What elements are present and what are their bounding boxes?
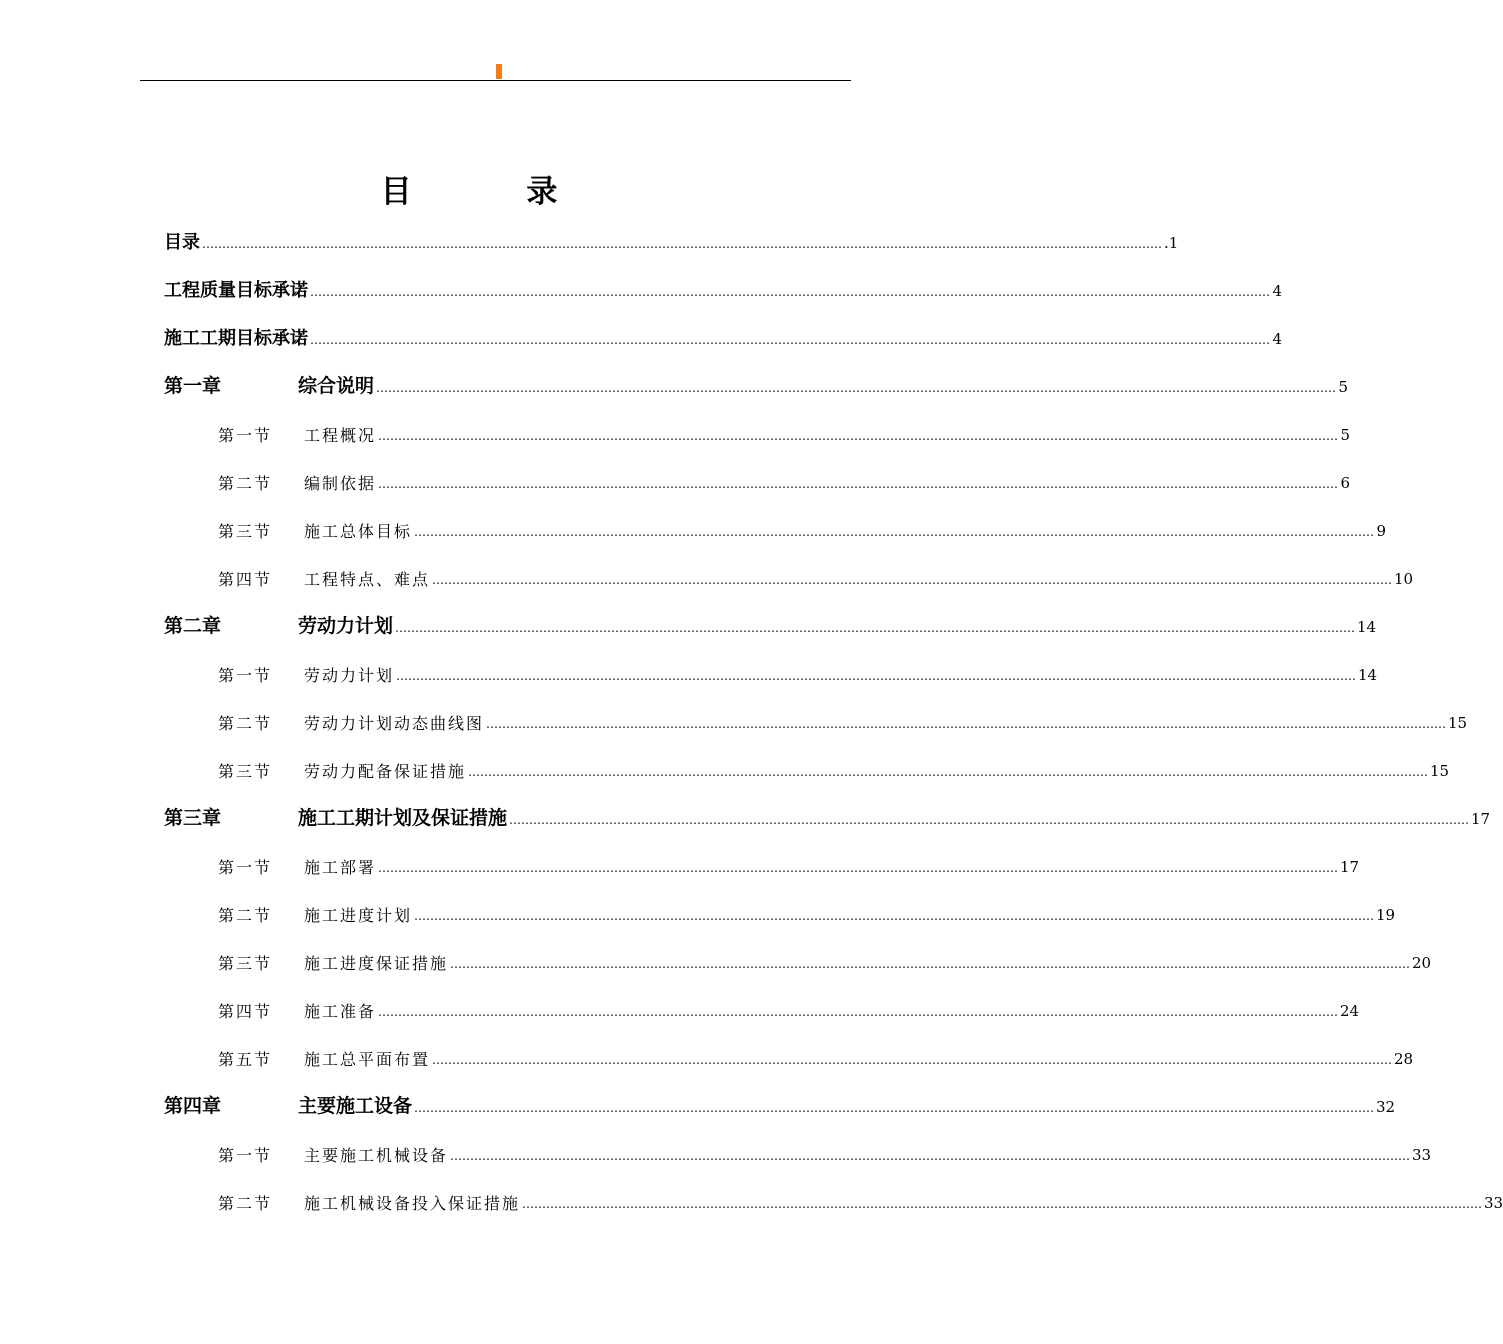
toc-page-number: 4 xyxy=(1272,282,1282,300)
toc-section-entry[interactable] xyxy=(218,992,1360,1022)
chapter-number: 第二章 xyxy=(164,615,222,637)
toc-entry-label xyxy=(218,663,394,686)
toc-page-number: 32 xyxy=(1376,1098,1396,1116)
toc-entry-title: 劳动力计划动态曲线图 xyxy=(304,714,485,733)
chapter-number: 第四章 xyxy=(164,1095,222,1117)
toc-section-entry[interactable] xyxy=(218,1184,1503,1214)
toc-top-entry[interactable] xyxy=(164,224,1179,254)
toc-section-entry[interactable] xyxy=(218,752,1450,782)
toc-page-number: 5 xyxy=(1340,426,1351,444)
toc-leader-dots: …………………………………………………………………………………………………………………………………………………………………………………………………………………… xyxy=(450,1149,1411,1163)
toc-entry-title: 劳动力计划 xyxy=(298,615,394,637)
section-number: 第一节 xyxy=(218,666,273,685)
toc-page-number: 6 xyxy=(1340,474,1351,492)
toc-leader-dots: …………………………………………………………………………………………………………………………………………………………………………………………………………………… xyxy=(450,957,1411,971)
toc-leader-dots: …………………………………………………………………………………………………………………………………………………………………………………………………………………… xyxy=(414,909,1375,923)
toc-entry-title: 主要施工机械设备 xyxy=(304,1146,449,1165)
toc-entry-label xyxy=(218,471,376,494)
section-number: 第三节 xyxy=(218,522,273,541)
toc-page-number: 15 xyxy=(1448,714,1468,732)
toc-page-number: 17 xyxy=(1471,810,1491,828)
toc-page-number: 14 xyxy=(1357,618,1377,636)
toc-entry-title: 施工准备 xyxy=(304,1002,377,1021)
toc-chapter-entry[interactable] xyxy=(164,368,1349,398)
toc-entry-label xyxy=(218,567,430,590)
toc-leader-dots: …………………………………………………………………………………………………………………………………………………………………………………………………………………… xyxy=(378,861,1339,875)
toc-leader-dots: …………………………………………………………………………………………………………………………………………………………………………………………………………………… xyxy=(202,237,1162,251)
toc-entry-title: 主要施工设备 xyxy=(298,1095,413,1117)
section-number: 第五节 xyxy=(218,1050,273,1069)
toc-entry-label xyxy=(164,228,200,254)
toc-entry-title: 施工总平面布置 xyxy=(304,1050,431,1069)
toc-leader-dots: …………………………………………………………………………………………………………………………………………………………………………………………………………………… xyxy=(522,1197,1483,1211)
section-number: 第三节 xyxy=(218,762,273,781)
toc-page-number: .1 xyxy=(1164,234,1179,252)
toc-entry-title: 施工工期计划及保证措施 xyxy=(298,807,508,829)
toc-entry-label xyxy=(218,711,484,734)
toc-leader-dots: …………………………………………………………………………………………………………………………………………………………………………………………………………………… xyxy=(414,525,1375,539)
toc-entry-title: 劳动力计划 xyxy=(304,666,395,685)
toc-leader-dots: …………………………………………………………………………………………………………………………………………………………………………………………………………………… xyxy=(486,717,1447,731)
toc-page-number: 33 xyxy=(1484,1194,1503,1212)
section-number: 第一节 xyxy=(218,426,273,445)
toc-page-number: 5 xyxy=(1338,378,1349,396)
page-title: 目 录 xyxy=(380,174,610,210)
toc-section-entry[interactable] xyxy=(218,464,1351,494)
toc-leader-dots: …………………………………………………………………………………………………………………………………………………………………………………………………………………… xyxy=(509,813,1470,827)
toc-leader-dots: …………………………………………………………………………………………………………………………………………………………………………………………………………………… xyxy=(378,477,1339,491)
toc-entry-title: 施工部署 xyxy=(304,858,377,877)
section-number: 第一节 xyxy=(218,1146,273,1165)
section-number: 第一节 xyxy=(218,858,273,877)
toc-section-entry[interactable] xyxy=(218,656,1378,686)
toc-leader-dots: …………………………………………………………………………………………………………………………………………………………………………………………………………………… xyxy=(396,669,1357,683)
toc-page-number: 4 xyxy=(1272,330,1282,348)
toc-leader-dots: …………………………………………………………………………………………………………………………………………………………………………………………………………………… xyxy=(468,765,1429,779)
toc-entry-title: 施工机械设备投入保证措施 xyxy=(304,1194,521,1213)
toc-entry-label xyxy=(164,324,308,350)
toc-entry-label xyxy=(218,951,448,974)
toc-leader-dots: …………………………………………………………………………………………………………………………………………………………………………………………………………………… xyxy=(310,333,1270,347)
toc-entry-title: 编制依据 xyxy=(304,474,377,493)
toc-entry-label xyxy=(218,423,376,446)
toc-page-number: 33 xyxy=(1412,1146,1432,1164)
toc-page-number: 20 xyxy=(1412,954,1432,972)
toc-chapter-entry[interactable] xyxy=(164,1088,1396,1118)
toc-top-entry[interactable] xyxy=(164,272,1282,302)
toc-page-number: 28 xyxy=(1394,1050,1414,1068)
toc-entry-label xyxy=(218,903,412,926)
toc-entry-title: 工程质量目标承诺 xyxy=(164,280,308,301)
toc-entry-title: 工程特点、难点 xyxy=(304,570,431,589)
toc-entry-label xyxy=(218,1143,448,1166)
toc-leader-dots: …………………………………………………………………………………………………………………………………………………………………………………………………………………… xyxy=(378,1005,1339,1019)
toc-entry-title: 综合说明 xyxy=(298,375,375,397)
toc-page-number: 19 xyxy=(1376,906,1396,924)
toc-entry-title: 工程概况 xyxy=(304,426,377,445)
toc-page-number: 17 xyxy=(1340,858,1360,876)
section-number: 第三节 xyxy=(218,954,273,973)
toc-section-entry[interactable] xyxy=(218,1136,1432,1166)
toc-entry-label xyxy=(164,276,308,302)
toc-top-entry[interactable] xyxy=(164,320,1282,350)
toc-section-entry[interactable] xyxy=(218,896,1396,926)
toc-entry-label xyxy=(218,519,412,542)
toc-entry-title: 施工总体目标 xyxy=(304,522,413,541)
toc-entry-title: 施工工期目标承诺 xyxy=(164,328,308,349)
toc-page-number: 10 xyxy=(1394,570,1414,588)
toc-entry-label xyxy=(164,803,507,830)
section-number: 第四节 xyxy=(218,570,273,589)
toc-entry-label xyxy=(218,999,376,1022)
toc-entry-title: 劳动力配备保证措施 xyxy=(304,762,467,781)
toc-page-number: 14 xyxy=(1358,666,1378,684)
section-number: 第二节 xyxy=(218,906,273,925)
toc-entry-label xyxy=(164,371,374,398)
toc-page-number: 9 xyxy=(1376,522,1387,540)
chapter-number: 第三章 xyxy=(164,807,222,829)
toc-entry-label xyxy=(218,1191,520,1214)
toc-leader-dots: …………………………………………………………………………………………………………………………………………………………………………………………………………………… xyxy=(432,573,1393,587)
toc-entry-label xyxy=(218,759,466,782)
section-number: 第二节 xyxy=(218,474,273,493)
toc-entry-title: 目录 xyxy=(164,232,200,253)
toc-section-entry[interactable] xyxy=(218,944,1432,974)
toc-entry-label xyxy=(164,611,393,638)
section-number: 第二节 xyxy=(218,1194,273,1213)
chapter-number: 第一章 xyxy=(164,375,222,397)
toc-section-entry[interactable] xyxy=(218,560,1414,590)
toc-entry-label xyxy=(164,1091,412,1118)
toc-leader-dots: …………………………………………………………………………………………………………………………………………………………………………………………………………………… xyxy=(395,621,1356,635)
section-number: 第二节 xyxy=(218,714,273,733)
toc-leader-dots: …………………………………………………………………………………………………………………………………………………………………………………………………………………… xyxy=(432,1053,1393,1067)
toc-entry-label xyxy=(218,855,376,878)
toc-section-entry[interactable] xyxy=(218,704,1468,734)
toc-section-entry[interactable] xyxy=(218,416,1351,446)
toc-entry-label xyxy=(218,1047,430,1070)
toc-leader-dots: …………………………………………………………………………………………………………………………………………………………………………………………………………………… xyxy=(376,381,1337,395)
toc-entry-title: 施工进度计划 xyxy=(304,906,413,925)
toc-section-entry[interactable] xyxy=(218,512,1387,542)
toc-leader-dots: …………………………………………………………………………………………………………………………………………………………………………………………………………………… xyxy=(310,285,1270,299)
toc-page-number: 15 xyxy=(1430,762,1450,780)
toc-chapter-entry[interactable] xyxy=(164,608,1377,638)
section-number: 第四节 xyxy=(218,1002,273,1021)
toc-page-number: 24 xyxy=(1340,1002,1360,1020)
toc-section-entry[interactable] xyxy=(218,1040,1414,1070)
toc-leader-dots: …………………………………………………………………………………………………………………………………………………………………………………………………………………… xyxy=(378,429,1339,443)
toc-entry-title: 施工进度保证措施 xyxy=(304,954,449,973)
toc-leader-dots: …………………………………………………………………………………………………………………………………………………………………………………………………………………… xyxy=(414,1101,1375,1115)
toc-chapter-entry[interactable] xyxy=(164,800,1491,830)
toc-section-entry[interactable] xyxy=(218,848,1360,878)
